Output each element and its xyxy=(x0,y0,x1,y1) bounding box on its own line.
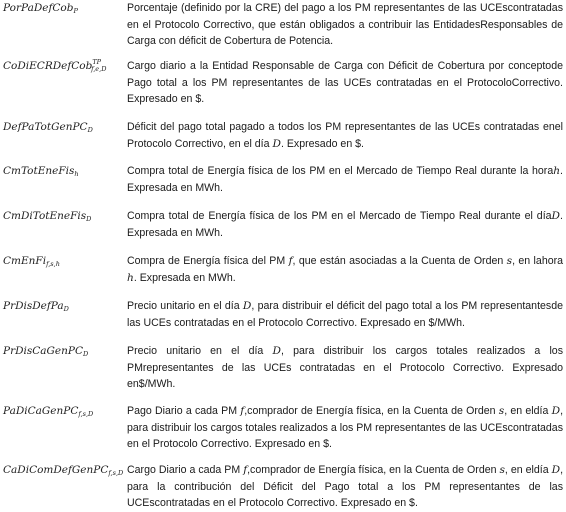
term-subscript: f,s,D xyxy=(78,410,94,418)
term-symbol xyxy=(3,119,121,135)
term-subscript: D xyxy=(87,126,93,134)
term-definition xyxy=(127,163,563,196)
definition-line: Compra total de Energía física de los PM en el Mercado de Tiempo Real durante la hora xyxy=(127,165,554,177)
definition-line: Precio unitario en el día D, para distribuir los cargos totales realizados a los PM xyxy=(127,345,563,374)
term-symbol xyxy=(3,0,121,16)
definition-line: Responsables de Carga con déficit de Cobertura de Potencia. xyxy=(127,18,563,47)
math-variable: D xyxy=(551,210,561,222)
term-superscript: TP xyxy=(92,58,102,66)
math-variable: D xyxy=(272,345,281,357)
term-subscript: f,s,D xyxy=(108,469,124,477)
term-definition xyxy=(127,58,563,108)
definition-line: de las UCEs contratadas en el Protocolo Correctivo. Expresado en $/MWh. xyxy=(127,300,563,329)
term-definition xyxy=(127,343,563,393)
math-variable: f xyxy=(240,405,245,417)
math-variable: s xyxy=(498,405,505,417)
term-base: CmTotEneFis xyxy=(3,165,75,177)
term-subscript: P xyxy=(73,7,78,15)
term-definition xyxy=(127,403,563,453)
term-symbol xyxy=(3,253,121,269)
math-variable: h xyxy=(127,271,134,284)
definition-line: Compra total de Energía física de los PM en el Mercado de Tiempo Real durante el día xyxy=(127,210,552,222)
definition-line: Cargo diario a la Entidad Responsable de Carga con Déficit de Cobertura por concepto xyxy=(127,60,552,72)
term-symbol xyxy=(3,462,124,478)
definition-line: día D, para la contribución del Déficit del Pago total a los PM representantes de las UCEs xyxy=(127,464,564,509)
term-symbol xyxy=(3,343,121,359)
math-variable: s xyxy=(499,464,505,476)
definition-line: Pago Diario a cada PM f,comprador de Energía física, en la Cuenta de Orden s, en el xyxy=(127,405,534,417)
term-symbol xyxy=(3,58,121,74)
definition-line: Cargo Diario a cada PM f,comprador de Energía física, en la Cuenta de Orden s, en el xyxy=(127,464,534,476)
term-symbol xyxy=(3,163,121,179)
term-definition xyxy=(127,208,563,241)
term-base: CoDiECRDefCob xyxy=(3,60,93,72)
term-base: CmDiTotEneFis xyxy=(3,210,87,222)
definition-line: día D, para distribuir los cargos totales realizados a los PM representantes de las UCEs xyxy=(127,405,564,434)
term-base: PaDiCaGenPC xyxy=(3,405,79,417)
term-base: CaDiComDefGenPC xyxy=(3,464,109,476)
definition-line: de Pago total a los PM representantes de las UCEs contratadas en el Protocolo xyxy=(127,60,563,89)
term-subscript: D xyxy=(83,350,89,358)
definition-line: contratadas en el Protocolo Correctivo. Expresado en $. xyxy=(127,421,563,450)
definition-line: contratadas en el Protocolo Correctivo. Expresado en $. xyxy=(154,497,418,509)
term-base: PorPaDefCob xyxy=(3,2,74,14)
math-variable: f xyxy=(288,255,293,267)
definition-line: Precio unitario en el día D, para distribuir el déficit del pago total a los PM representantes xyxy=(127,300,552,312)
term-subscript: h xyxy=(74,170,79,178)
term-definition xyxy=(127,119,563,152)
definition-line: Déficit del pago total pagado a todos los PM representantes de las UCEs contratadas en xyxy=(127,121,555,133)
definition-line: h. Expresada en MWh. xyxy=(127,165,563,194)
definition-line: Compra de Energía física del PM f, que están asociadas a la Cuenta de Orden s, en la xyxy=(127,255,542,267)
definition-line: representantes de las UCEs contratadas en el Protocolo Correctivo. Expresado en xyxy=(127,361,563,390)
definition-line: el Protocolo Correctivo, en el día D. Expresado en $. xyxy=(127,121,563,150)
term-base: PrDisDefPa xyxy=(3,300,64,312)
math-variable: D xyxy=(272,137,281,150)
definition-line: hora h. Expresada en MWh. xyxy=(127,255,564,284)
math-variable: D xyxy=(242,300,252,312)
term-definition xyxy=(127,253,563,286)
math-variable: D xyxy=(551,464,561,476)
math-variable: s xyxy=(506,255,513,267)
term-symbol xyxy=(3,403,121,419)
definition-line: D. Expresada en MWh. xyxy=(127,210,563,239)
term-base: CmEnFi xyxy=(3,255,47,267)
definition-line: $/MWh. xyxy=(138,378,176,390)
math-variable: f xyxy=(243,464,248,476)
definition-line: contratadas en el Protocolo Correctivo, que están obligados a contribuir las Entidades xyxy=(127,2,563,31)
math-variable: h xyxy=(553,165,561,177)
term-subscript: D xyxy=(63,305,69,313)
term-symbol xyxy=(3,298,121,314)
term-base: DefPaTotGenPC xyxy=(3,121,88,133)
term-symbol xyxy=(3,208,121,224)
term-base: PrDisCaGenPC xyxy=(3,345,84,357)
term-subscript: D xyxy=(86,215,92,223)
term-subscript: f,s,h xyxy=(46,260,60,268)
term-definition xyxy=(127,298,563,331)
term-definition xyxy=(127,462,563,512)
term-subscript: f,e,D xyxy=(91,65,107,73)
math-variable: D xyxy=(551,405,561,417)
term-definition xyxy=(127,0,563,50)
definition-line: Porcentaje (definido por la CRE) del pago a los PM representantes de las UCEs xyxy=(127,2,508,14)
definition-line: Correctivo. Expresado en $. xyxy=(127,76,563,105)
